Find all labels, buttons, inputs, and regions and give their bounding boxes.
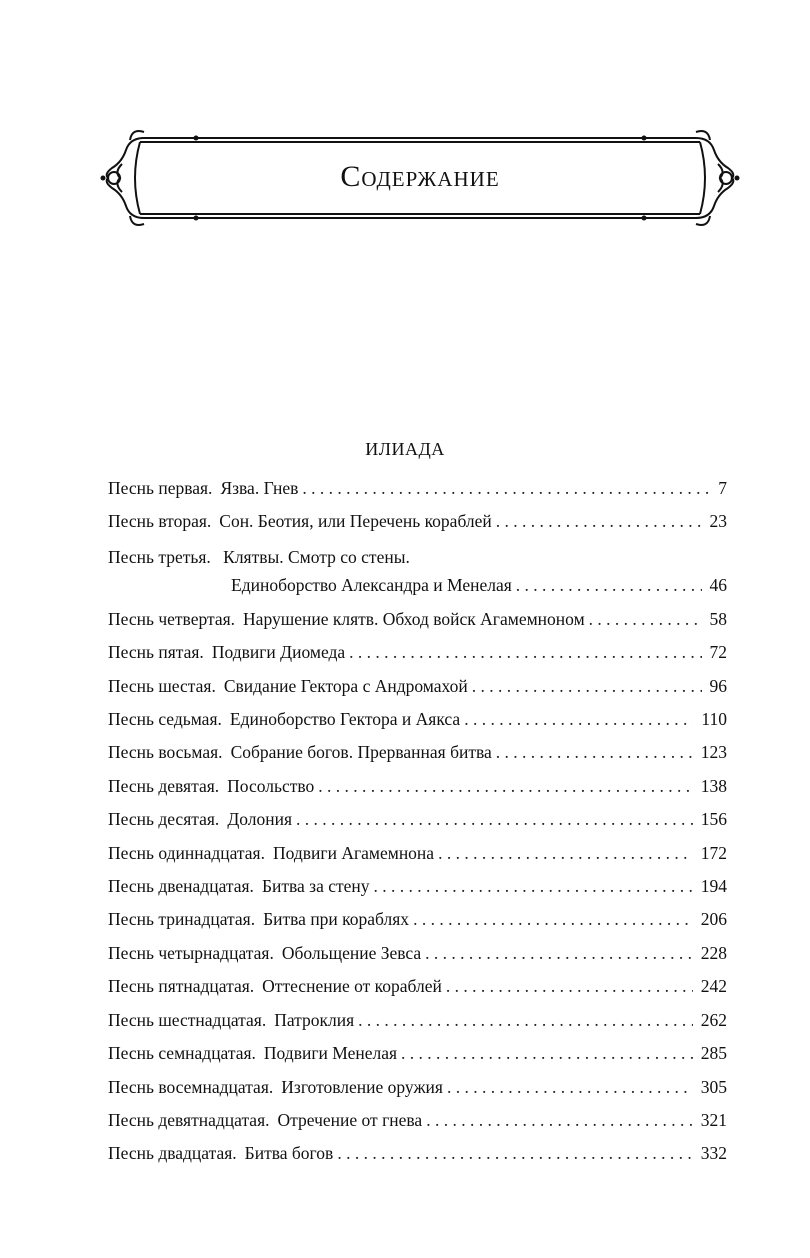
song-number: Песнь шестнадцатая.	[108, 1009, 267, 1030]
dot-leader	[438, 837, 693, 870]
toc-entry-continuation	[108, 571, 727, 600]
song-title: Изготовление оружия	[281, 1076, 443, 1097]
dot-leader	[337, 1137, 692, 1170]
toc-entry	[108, 1137, 727, 1170]
heading-frame	[100, 128, 740, 228]
page-number: 96	[709, 675, 727, 696]
song-number: Песнь девятнадцатая.	[108, 1109, 270, 1130]
dot-leader	[589, 603, 702, 636]
dot-leader	[349, 636, 701, 669]
dot-leader	[413, 903, 693, 936]
dot-leader	[358, 1004, 693, 1037]
dot-leader	[464, 703, 693, 736]
table-of-contents	[108, 472, 727, 1171]
song-number: Песнь пятнадцатая.	[108, 976, 255, 997]
dot-leader	[425, 937, 693, 970]
page-number: 7	[718, 478, 727, 498]
song-number: Песнь седьмая.	[108, 709, 222, 730]
song-number: Песнь семнадцатая.	[108, 1043, 256, 1064]
dot-leader	[302, 472, 710, 505]
page-number: 242	[700, 976, 727, 997]
song-number: Песнь восемнадцатая.	[108, 1076, 274, 1097]
song-title: Отречение от гнева	[277, 1109, 423, 1130]
song-title: Единоборство Гектора и Аякса	[229, 709, 461, 730]
page-number: 194	[700, 876, 727, 897]
toc-entry	[108, 1004, 727, 1037]
toc-entry	[108, 736, 727, 769]
page-number: 332	[700, 1143, 727, 1164]
dot-leader	[401, 1037, 693, 1070]
dot-leader	[472, 670, 702, 703]
section-title: ИЛИАДА	[365, 439, 445, 459]
page-number: 262	[700, 1009, 727, 1030]
toc-entry	[108, 603, 727, 636]
page-number: 46	[709, 574, 727, 595]
toc-entry	[108, 870, 727, 903]
page-number: 206	[700, 909, 727, 930]
song-title: Посольство	[227, 775, 315, 796]
song-title: Собрание богов. Прерванная битва	[230, 742, 492, 763]
song-title: Битва за стену	[261, 876, 370, 897]
page-number: 172	[700, 842, 727, 863]
page-number: 156	[700, 809, 727, 830]
song-number: Песнь восьмая.	[108, 742, 223, 763]
toc-entry	[108, 770, 727, 803]
toc-entry-first-line	[108, 544, 727, 571]
dot-leader	[318, 770, 692, 803]
dot-leader	[516, 571, 702, 600]
toc-entry	[108, 970, 727, 1003]
dot-leader	[296, 803, 693, 836]
song-title: Сон. Беотия, или Перечень кораблей	[219, 511, 492, 532]
toc-entry	[108, 539, 727, 600]
toc-entry	[108, 1104, 727, 1137]
song-title: Оттеснение от кораблей	[262, 976, 442, 997]
song-number: Песнь пятая.	[108, 642, 204, 663]
toc-entry	[108, 472, 727, 505]
song-title: Подвиги Агамемнона	[272, 842, 435, 863]
page-number: 58	[709, 608, 727, 629]
song-title: Нарушение клятв. Обход войск Агамемноном	[243, 608, 585, 629]
song-number: Песнь девятая.	[108, 775, 220, 796]
toc-entry	[108, 1071, 727, 1104]
toc-entry	[108, 636, 727, 669]
song-title: Битва при кораблях	[263, 909, 410, 930]
toc-entry	[108, 703, 727, 736]
song-number: Песнь одиннадцатая.	[108, 842, 265, 863]
song-number: Песнь десятая.	[108, 809, 220, 830]
song-number: Песнь вторая.	[108, 511, 212, 532]
song-number: Песнь первая.	[108, 478, 213, 498]
page-title: Содержание	[340, 160, 500, 193]
dot-leader	[374, 870, 693, 903]
toc-entry	[108, 937, 727, 970]
song-title: Свидание Гектора с Андромахой	[223, 675, 468, 696]
song-title: Язва. Гнев	[220, 478, 299, 498]
toc-entry	[108, 505, 727, 538]
dot-leader	[446, 970, 693, 1003]
song-title-continued: Единоборство Александра и Менелая	[231, 574, 512, 595]
dot-leader	[447, 1071, 693, 1104]
song-title: Патроклия	[274, 1009, 355, 1030]
page-number: 110	[701, 709, 727, 730]
page-number: 23	[709, 511, 727, 532]
page-number: 228	[700, 942, 727, 963]
toc-entry	[108, 670, 727, 703]
song-title: Битва богов	[244, 1143, 334, 1164]
song-number: Песнь третья.	[108, 546, 211, 567]
page-number: 321	[700, 1109, 727, 1130]
song-title: Подвиги Менелая	[263, 1043, 398, 1064]
page-number: 285	[700, 1043, 727, 1064]
song-number: Песнь четырнадцатая.	[108, 942, 274, 963]
song-number: Песнь двенадцатая.	[108, 876, 254, 897]
song-number: Песнь двадцатая.	[108, 1143, 237, 1164]
dot-leader	[496, 736, 693, 769]
page-number: 305	[700, 1076, 727, 1097]
song-title: Долония	[227, 809, 293, 830]
song-number: Песнь шестая.	[108, 675, 216, 696]
dot-leader	[426, 1104, 693, 1137]
page-number: 123	[700, 742, 727, 763]
toc-entry	[108, 837, 727, 870]
song-number: Песнь четвертая.	[108, 608, 236, 629]
song-title: Клятвы. Смотр со стены.	[223, 546, 410, 567]
song-title: Обольщение Зевса	[281, 942, 422, 963]
page-number: 138	[700, 775, 727, 796]
toc-entry	[108, 803, 727, 836]
toc-entry	[108, 903, 727, 936]
page-number: 72	[709, 642, 727, 663]
toc-entry	[108, 1037, 727, 1070]
song-number: Песнь тринадцатая.	[108, 909, 256, 930]
dot-leader	[496, 505, 702, 538]
song-title: Подвиги Диомеда	[211, 642, 346, 663]
